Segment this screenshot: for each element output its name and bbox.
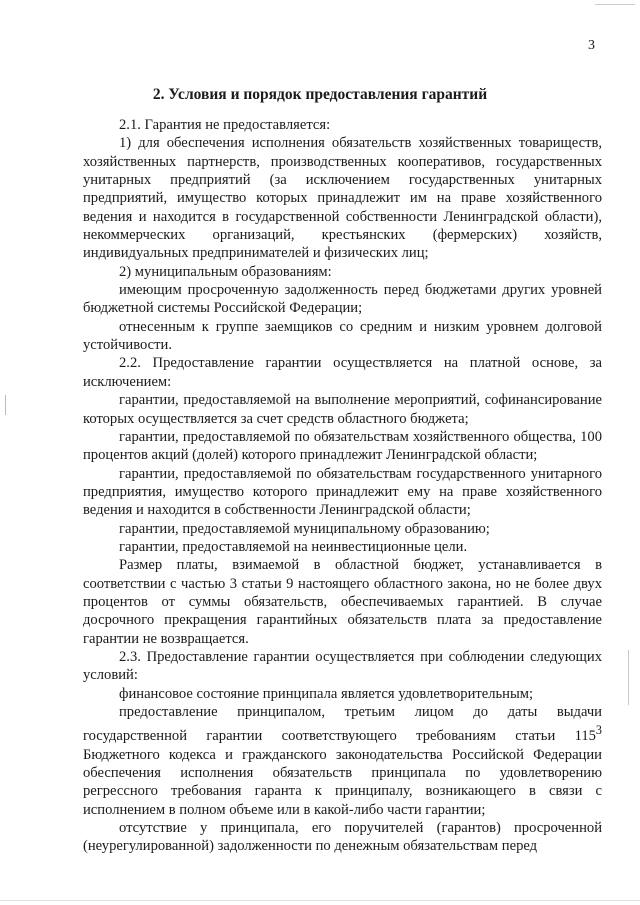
security-text-start: предоставление принципалом, третьим лицом до даты выдачи государственной гарантии соответствующего требованиям статьи 115: [83, 704, 602, 745]
paragraph-business-company: гарантии, предоставляемой по обязательствам хозяйственного общества, 100 процентов акций (долей) которого принадлежит Ленинградской области;: [83, 428, 602, 464]
paragraph-cofinancing: гарантии, предоставляемой на выполнение мероприятий, софинансирование которых осуществляется за счет средств областного бюджета;: [83, 392, 602, 427]
paragraph-item-1: 1) для обеспечения исполнения обязательств хозяйственных товариществ, хозяйственных партнерств, производственных кооперативов, государственных унитарных предприятий (за исключением государственных унитарных предприятий, имущество которых принадлежит им на праве хозяйственного ведения и находится в государственной собственности Ленинградской области), некоммерческих организаций, крестьянских (фермерских) хозяйств, индивидуальных предпринимателей и физических лиц;: [83, 135, 602, 262]
paragraph-unitary-enterprise: гарантии, предоставляемой по обязательствам государственного унитарного предприятия, имущество которого принадлежит ему на праве хозяйственного ведения и находится в собственности Ленинградской области;: [83, 465, 602, 519]
paragraph-2-3: 2.3. Предоставление гарантии осуществляется при соблюдении следующих условий:: [83, 648, 602, 684]
paragraph-municipal: гарантии, предоставляемой муниципальному образованию;: [119, 520, 490, 537]
document-body: [83, 116, 602, 856]
paragraph-2-1: 2.1. Гарантия не предоставляется:: [119, 117, 331, 133]
article-superscript: 3: [595, 723, 602, 738]
scan-edge-top: [595, 4, 635, 5]
scan-edge-bottom: [0, 900, 640, 901]
security-text-end: Бюджетного кодекса и гражданского законодательства Российской Федерации обеспечения исполнения обязательств принципала по удовлетворению регрессного требования гаранта к принципалу, возникающего в связи с исполнением в полном объеме или в какой-либо части гарантии;: [83, 746, 602, 818]
scan-edge-left: [5, 395, 6, 415]
paragraph-fee-size: Размер платы, взимаемой в областной бюджет, устанавливается в соответствии с частью 3 статьи 9 настоящего областного закона, но не более двух процентов от суммы обязательств, обеспечиваемых гарантией. В случае досрочного прекращения гарантийных обязательств плата за предоставление гарантии не возвращается.: [83, 557, 602, 647]
page-number: 3: [588, 38, 595, 53]
section-heading: 2. Условия и порядок предоставления гарантий: [152, 86, 488, 103]
paragraph-2-2: 2.2. Предоставление гарантии осуществляется на платной основе, за исключением:: [83, 355, 602, 390]
paragraph-financial-state: финансовое состояние принципала является удовлетворительным;: [119, 685, 534, 702]
paragraph-item-2: 2) муниципальным образованиям:: [119, 263, 332, 280]
paragraph-non-investment: гарантии, предоставляемой на неинвестиционные цели.: [119, 538, 468, 555]
scan-edge-right: [628, 650, 629, 705]
paragraph-overdue-debt: имеющим просроченную задолженность перед бюджетами других уровней бюджетной системы Российской Федерации;: [83, 282, 602, 317]
paragraph-debt-stability: отнесенным к группе заемщиков со средним и низким уровнем долговой устойчивости.: [83, 318, 602, 354]
paragraph-security-provision: [83, 703, 602, 819]
paragraph-no-debt: отсутствие у принципала, его поручителей (гарантов) просроченной (неурегулированной) задолженности по денежным обязательствам перед: [83, 819, 602, 855]
